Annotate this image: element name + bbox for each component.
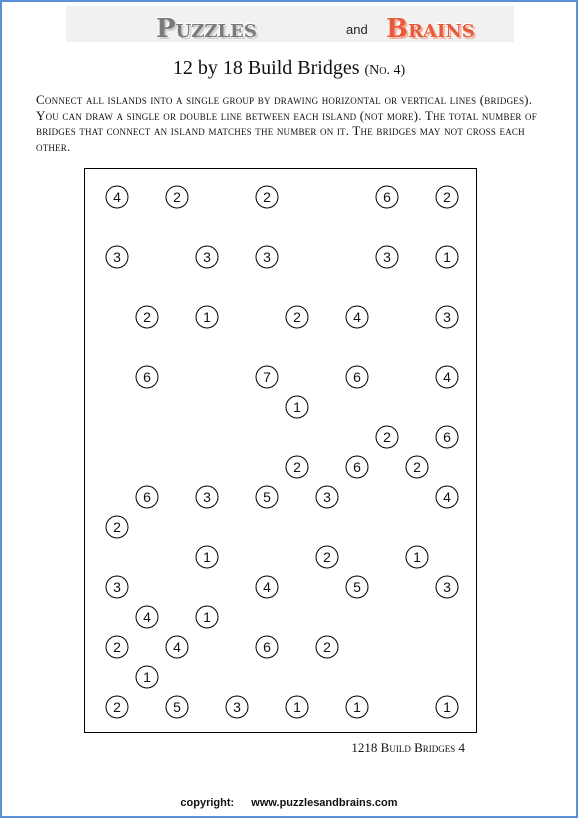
- island-value: 1: [143, 669, 151, 685]
- island: [376, 186, 398, 208]
- island-value: 6: [443, 429, 451, 445]
- website-link[interactable]: www.puzzlesandbrains.com: [251, 797, 398, 809]
- island: [286, 306, 308, 328]
- island: [376, 246, 398, 268]
- island: [106, 186, 128, 208]
- island: [286, 696, 308, 718]
- island: [166, 636, 188, 658]
- island: [256, 366, 278, 388]
- island-value: 4: [173, 639, 181, 655]
- island: [166, 696, 188, 718]
- puzzle-grid: [84, 168, 477, 733]
- island-value: 2: [113, 519, 121, 535]
- island-value: 2: [323, 549, 331, 565]
- island: [406, 546, 428, 568]
- island-value: 2: [323, 639, 331, 655]
- island: [286, 456, 308, 478]
- island: [436, 696, 458, 718]
- island-value: 4: [353, 309, 361, 325]
- island-value: 1: [443, 699, 451, 715]
- island-value: 2: [143, 309, 151, 325]
- island: [136, 366, 158, 388]
- island: [136, 486, 158, 508]
- island: [316, 546, 338, 568]
- island-value: 6: [353, 369, 361, 385]
- island: [106, 576, 128, 598]
- island-value: 3: [443, 579, 451, 595]
- site-logo-banner: [66, 6, 514, 42]
- island: [256, 636, 278, 658]
- island-value: 5: [263, 489, 271, 505]
- page-title: [0, 57, 578, 80]
- island-value: 2: [173, 189, 181, 205]
- island-value: 2: [293, 459, 301, 475]
- island-value: 2: [413, 459, 421, 475]
- island: [376, 426, 398, 448]
- island-value: 2: [113, 699, 121, 715]
- island-value: 5: [173, 699, 181, 715]
- title-number: (No. 4): [364, 63, 406, 78]
- island-value: 5: [353, 579, 361, 595]
- logo-word-and: and: [346, 22, 368, 37]
- title-main: 12 by 18 Build Bridges: [172, 57, 360, 79]
- island-value: 3: [233, 699, 241, 715]
- island-value: 1: [293, 399, 301, 415]
- island: [256, 246, 278, 268]
- island: [406, 456, 428, 478]
- island: [226, 696, 248, 718]
- island-value: 4: [113, 189, 121, 205]
- island: [166, 186, 188, 208]
- copyright-line: [0, 797, 578, 809]
- island: [106, 516, 128, 538]
- island: [136, 666, 158, 688]
- island-value: 3: [203, 489, 211, 505]
- logo-word-brains: Brains: [386, 14, 475, 44]
- island-value: 3: [383, 249, 391, 265]
- island: [346, 306, 368, 328]
- island: [436, 246, 458, 268]
- island: [346, 696, 368, 718]
- puzzle-id: 1218 Build Bridges 4: [351, 740, 465, 755]
- copyright-label: copyright:: [180, 797, 235, 809]
- island-value: 6: [143, 369, 151, 385]
- island-value: 3: [323, 489, 331, 505]
- island-value: 1: [203, 609, 211, 625]
- island: [106, 696, 128, 718]
- island-value: 2: [443, 189, 451, 205]
- island-value: 2: [293, 309, 301, 325]
- island-value: 7: [263, 369, 271, 385]
- puzzle-islands-layer: [85, 169, 478, 734]
- island: [436, 306, 458, 328]
- island-value: 2: [263, 189, 271, 205]
- island-value: 6: [263, 639, 271, 655]
- island: [256, 186, 278, 208]
- island-value: 1: [353, 699, 361, 715]
- island: [256, 486, 278, 508]
- island-value: 4: [443, 369, 451, 385]
- island: [106, 636, 128, 658]
- island: [346, 366, 368, 388]
- island: [316, 486, 338, 508]
- island: [436, 486, 458, 508]
- logo-word-puzzles: Puzzles: [156, 14, 257, 44]
- island: [196, 606, 218, 628]
- island: [196, 306, 218, 328]
- island: [286, 396, 308, 418]
- island-value: 4: [443, 489, 451, 505]
- island: [346, 576, 368, 598]
- island-value: 1: [443, 249, 451, 265]
- island: [436, 366, 458, 388]
- island-value: 1: [203, 309, 211, 325]
- island-value: 2: [383, 429, 391, 445]
- island-value: 3: [263, 249, 271, 265]
- island-value: 6: [383, 189, 391, 205]
- island-value: 1: [413, 549, 421, 565]
- island: [436, 426, 458, 448]
- island-value: 3: [113, 579, 121, 595]
- island-value: 3: [113, 249, 121, 265]
- island: [256, 576, 278, 598]
- island: [436, 186, 458, 208]
- island: [196, 246, 218, 268]
- island: [136, 306, 158, 328]
- island-value: 4: [263, 579, 271, 595]
- island: [136, 606, 158, 628]
- island-value: 6: [143, 489, 151, 505]
- instructions-text: Connect all islands into a single group by drawing horizontal or vertical lines (bridges). You can draw a single or double line between each island (not more). The total number of bridges that connect an island matches the number on it. The bridges may not cross each other.: [36, 92, 537, 154]
- island: [346, 456, 368, 478]
- island-value: 6: [353, 459, 361, 475]
- island-value: 3: [443, 309, 451, 325]
- island: [106, 246, 128, 268]
- island: [196, 546, 218, 568]
- island: [436, 576, 458, 598]
- island-value: 2: [113, 639, 121, 655]
- island-value: 1: [293, 699, 301, 715]
- island: [196, 486, 218, 508]
- island-value: 1: [203, 549, 211, 565]
- island-value: 3: [203, 249, 211, 265]
- island-value: 4: [143, 609, 151, 625]
- island: [316, 636, 338, 658]
